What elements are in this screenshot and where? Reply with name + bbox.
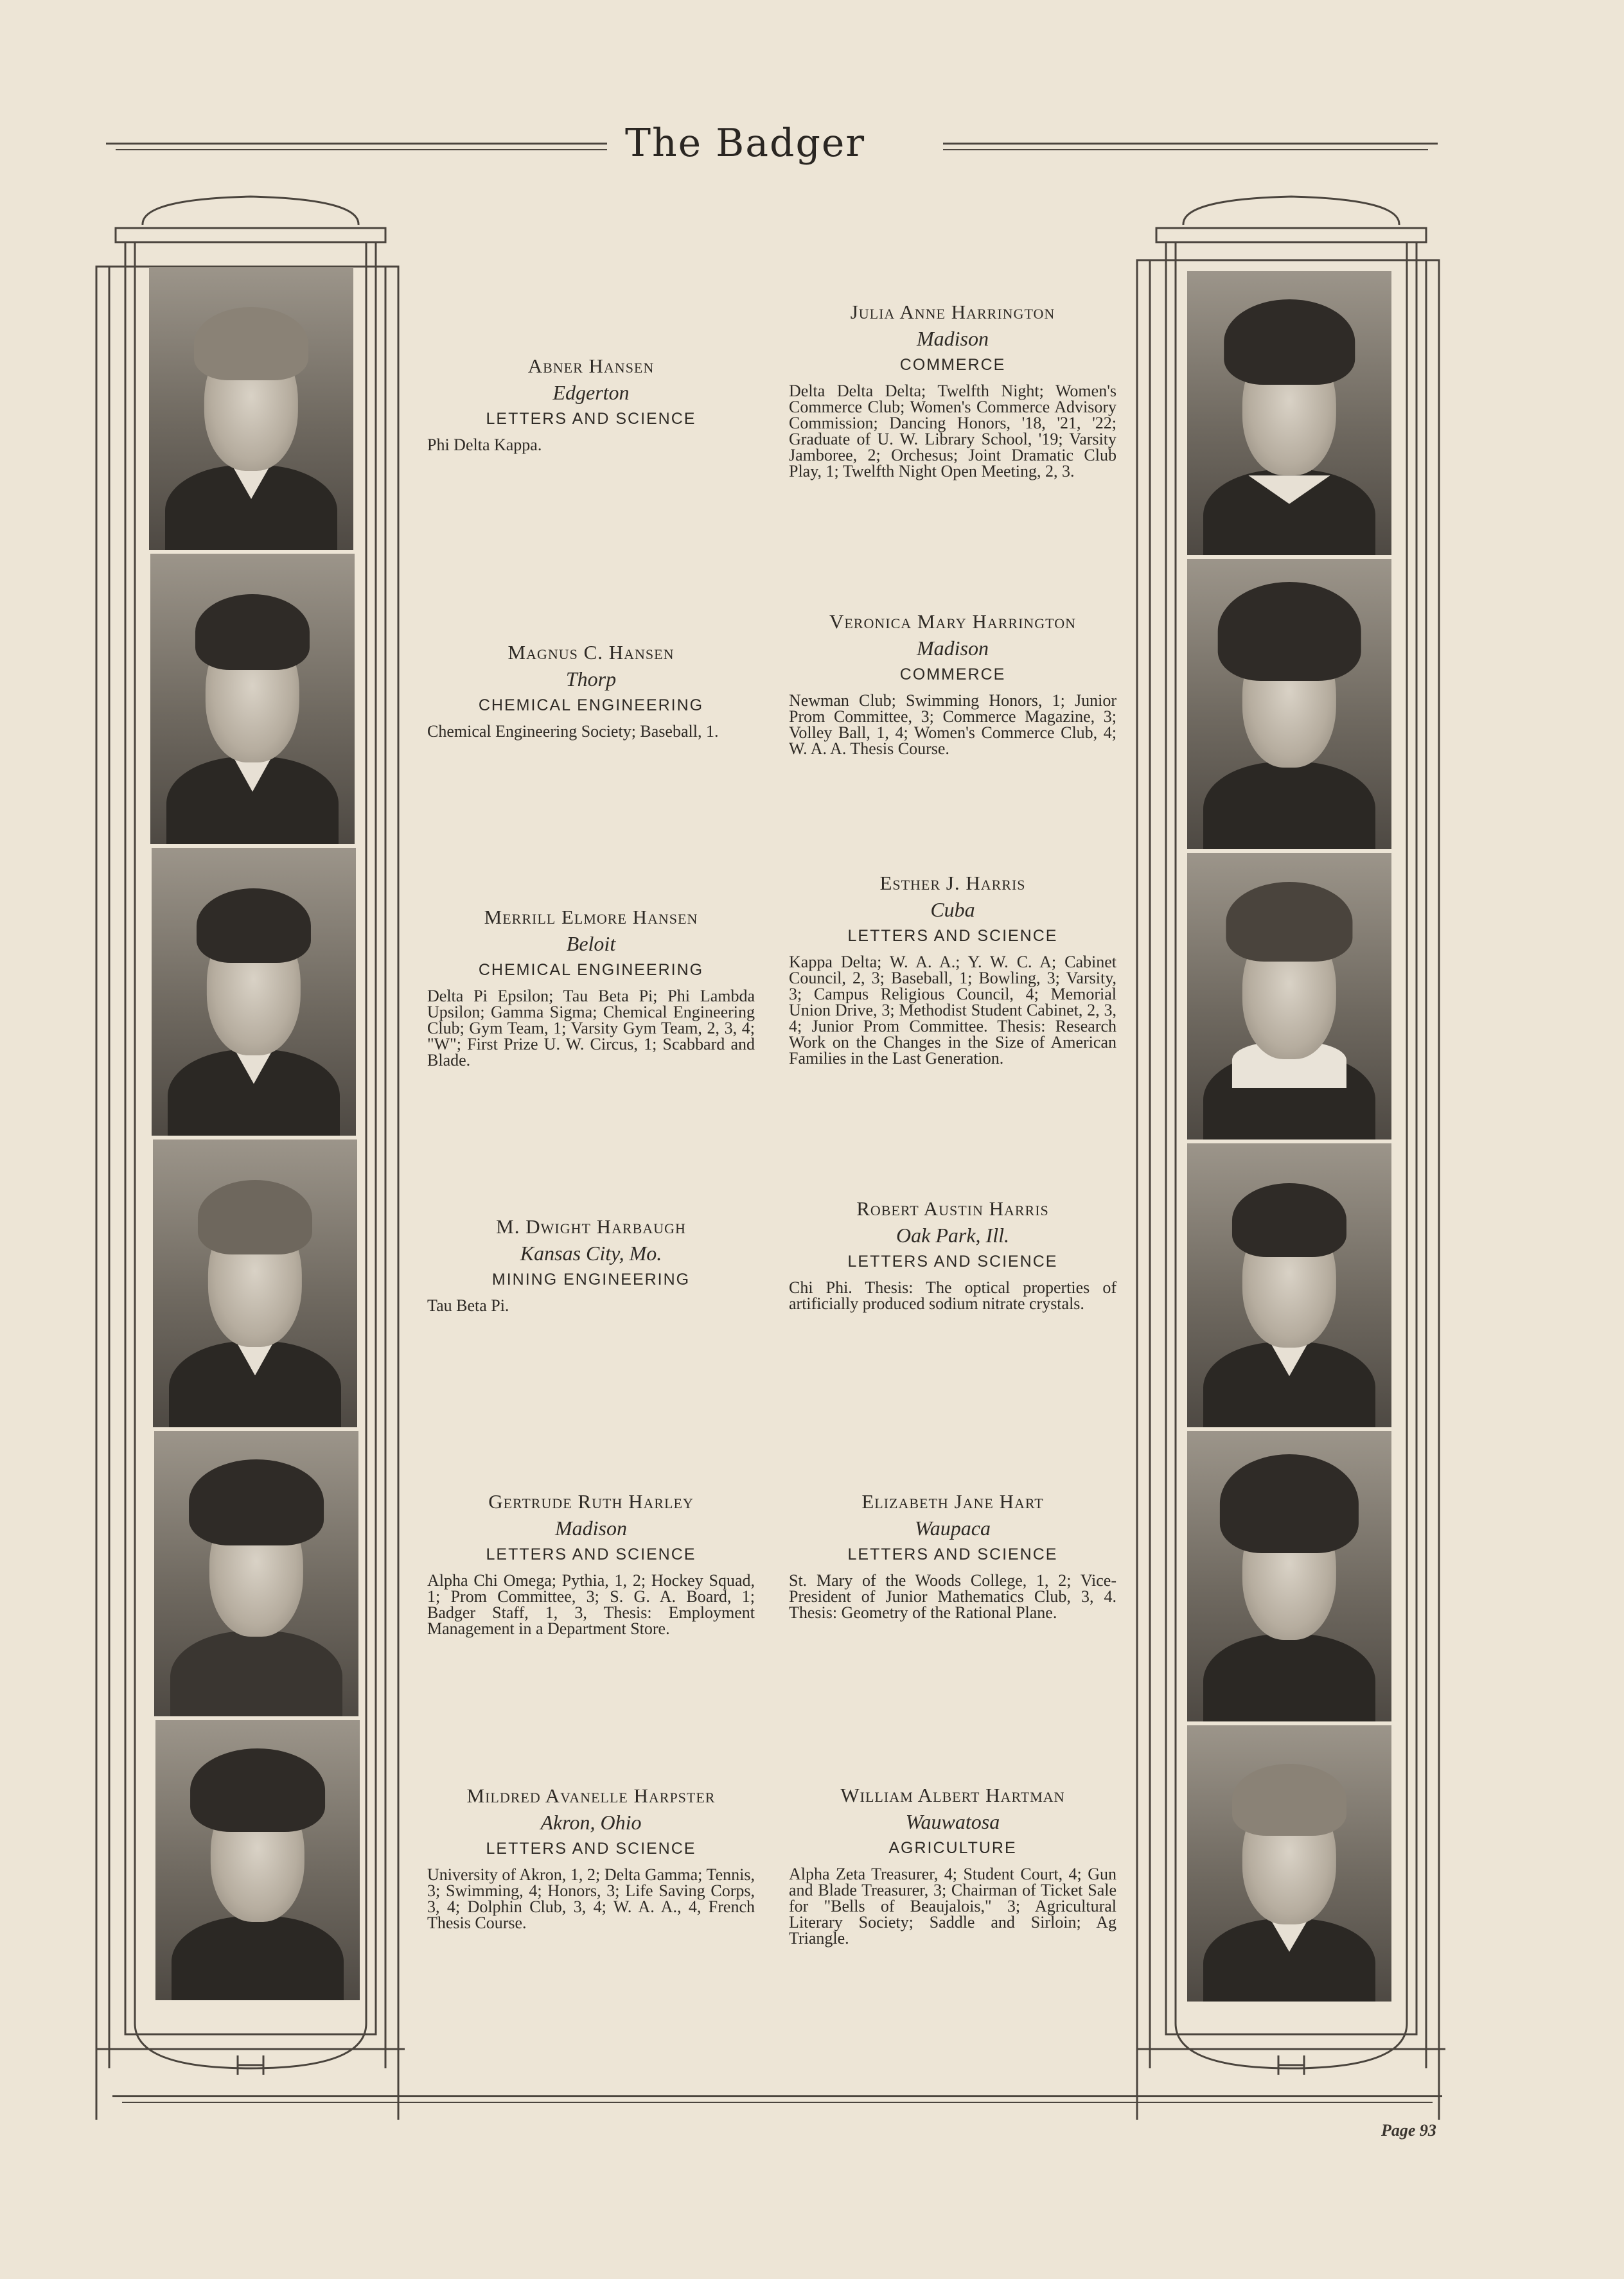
student-college: LETTERS AND SCIENCE (847, 1545, 1058, 1563)
student-college: LETTERS AND SCIENCE (486, 1840, 696, 1858)
student-town: Cuba (930, 898, 975, 921)
portrait-gertrude-harley (154, 1431, 358, 1716)
footer-rule (112, 2095, 1442, 2097)
student-college: CHEMICAL ENGINEERING (478, 961, 704, 979)
student-name: Veronica Mary Harrington (829, 610, 1076, 633)
portrait-merrill-hansen (152, 848, 356, 1136)
portrait-william-hartman (1187, 1725, 1391, 2002)
entry-magnus-hansen (427, 640, 755, 739)
student-activities: Delta Delta Delta; Twelfth Night; Women's Commerce Club; Women's Commerce Advisory Commission; Dancing Honors, '18, '21, '22; Graduate of U. W. Library School, '19; Varsity Jamboree, 2; Orchesus; Joint Dramatic Club Play, 1; Twelfth Night Open Meeting, 2, 3. (789, 382, 1116, 480)
student-name: Magnus C. Hansen (508, 641, 675, 664)
student-activities: Newman Club; Swimming Honors, 1; Junior Prom Committee, 3; Commerce Magazine, 3; Volley Ball, 1, 4; Women's Commerce Club, 4; W. A. A. Thesis Course. (789, 691, 1116, 758)
student-town: Kansas City, Mo. (520, 1242, 662, 1265)
student-college: LETTERS AND SCIENCE (847, 927, 1058, 945)
entry-julia-harrington (789, 299, 1116, 479)
entry-dwight-harbaugh (427, 1214, 755, 1314)
student-activities: Kappa Delta; W. A. A.; Y. W. C. A; Cabinet Council, 2, 3; Baseball, 1; Bowling, 3; Varsity, 3; Campus Religious Council, 4; Memorial Union Drive, 3; Methodist Student Cabinet, 2, 3, 4; Junior Prom Committee. Thesis: Research Work on the Changes in the Size of American Families in the Last Generation. (789, 953, 1116, 1068)
student-name: Abner Hansen (527, 355, 655, 377)
portrait-abner-hansen (149, 267, 353, 550)
student-activities: Chemical Engineering Society; Baseball, 1. (427, 722, 719, 741)
student-town: Waupaca (915, 1517, 991, 1540)
student-town: Oak Park, Ill. (896, 1224, 1009, 1247)
page-title: The Badger (624, 121, 866, 166)
student-college: LETTERS AND SCIENCE (486, 1545, 696, 1563)
student-activities: Alpha Chi Omega; Pythia, 1, 2; Hockey Squad, 1; Prom Committee, 3; S. G. A. Board, 1; Badger Staff, 1, 3, Thesis: Employment Management in a Department Store. (427, 1571, 755, 1638)
student-town: Wauwatosa (905, 1810, 1000, 1833)
student-name: Elizabeth Jane Hart (861, 1490, 1044, 1513)
student-town: Akron, Ohio (540, 1811, 642, 1834)
student-name: Robert Austin Harris (856, 1197, 1049, 1220)
student-activities: Alpha Zeta Treasurer, 4; Student Court, 4; Gun and Blade Treasurer, 3; Chairman of Ticket Sale for "Bells of Beaujalois," 3; Agricultural Literary Society; Saddle and Sirloin; Ag Triangle. (789, 1865, 1116, 1948)
header-rule-right-inner (943, 149, 1428, 150)
entry-robert-harris (789, 1196, 1116, 1312)
entry-esther-harris (789, 870, 1116, 1066)
portrait-elizabeth-hart (1187, 1431, 1391, 1721)
portrait-esther-harris (1187, 853, 1391, 1140)
header-rule-left (106, 143, 607, 145)
student-activities: Phi Delta Kappa. (427, 436, 542, 454)
student-town: Edgerton (552, 381, 630, 404)
student-activities: Chi Phi. Thesis: The optical properties of artificially produced sodium nitrate crystals. (789, 1278, 1116, 1313)
header-rule-left-inner (116, 149, 607, 150)
student-activities: Tau Beta Pi. (427, 1296, 509, 1315)
student-name: Gertrude Ruth Harley (488, 1490, 694, 1513)
student-town: Beloit (566, 932, 616, 955)
page-number: Page 93 (1381, 2121, 1436, 2140)
student-town: Madison (555, 1517, 627, 1540)
student-town: Madison (917, 637, 989, 660)
student-name: Esther J. Harris (879, 872, 1026, 894)
student-town: Thorp (565, 667, 617, 691)
portrait-veronica-harrington (1187, 559, 1391, 849)
entry-veronica-harrington (789, 609, 1116, 757)
portrait-mildred-harpster (155, 1720, 360, 2000)
student-college: MINING ENGINEERING (491, 1271, 691, 1289)
portrait-julia-harrington (1187, 271, 1391, 555)
student-name: Julia Anne Harrington (850, 301, 1055, 323)
student-college: AGRICULTURE (888, 1839, 1017, 1857)
student-activities: University of Akron, 1, 2; Delta Gamma; Tennis, 3; Swimming, 4; Honors, 3; Life Saving Corps, 3, 4; Dolphin Club, 3, 4; W. A. A., 4, French Thesis Course. (427, 1865, 755, 1932)
student-college: COMMERCE (899, 356, 1006, 374)
entry-william-hartman (789, 1782, 1116, 1946)
student-activities: Delta Pi Epsilon; Tau Beta Pi; Phi Lambda Upsilon; Gamma Sigma; Chemical Engineering Club; Gym Team, 1; Varsity Gym Team, 2, 3, 4; "W"; First Prize U. W. Circus, 1; Scabbard and Blade. (427, 987, 755, 1069)
student-name: William Albert Hartman (840, 1784, 1065, 1806)
student-name: M. Dwight Harbaugh (496, 1215, 686, 1238)
student-college: CHEMICAL ENGINEERING (478, 696, 704, 714)
portrait-dwight-harbaugh (153, 1140, 357, 1427)
portrait-robert-harris (1187, 1143, 1391, 1427)
entry-gertrude-harley (427, 1489, 755, 1637)
student-name: Mildred Avanelle Harpster (466, 1784, 716, 1807)
entry-elizabeth-hart (789, 1489, 1116, 1621)
student-activities: St. Mary of the Woods College, 1, 2; Vice-President of Junior Mathematics Club, 3, 4. Thesis: Geometry of the Rational Plane. (789, 1571, 1116, 1622)
entry-mildred-harpster (427, 1783, 755, 1931)
entry-merrill-hansen (427, 904, 755, 1068)
student-college: COMMERCE (899, 665, 1006, 683)
student-college: LETTERS AND SCIENCE (847, 1253, 1058, 1271)
portrait-magnus-hansen (150, 554, 355, 844)
footer-rule-inner (122, 2102, 1433, 2103)
student-name: Merrill Elmore Hansen (484, 906, 698, 928)
student-town: Madison (917, 327, 989, 350)
entry-abner-hansen (427, 353, 755, 453)
header-rule-right (943, 143, 1438, 145)
student-college: LETTERS AND SCIENCE (486, 410, 696, 428)
